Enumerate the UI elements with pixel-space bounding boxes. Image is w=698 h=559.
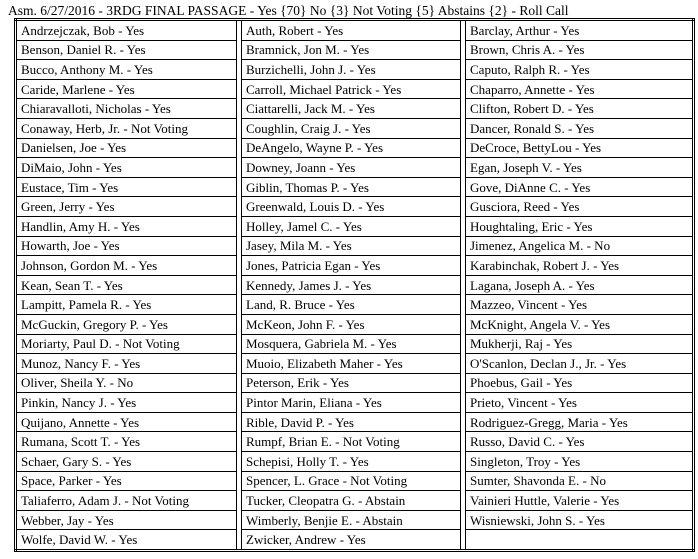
table-row xyxy=(16,236,694,256)
member-vote-cell: Tucker, Cleopatra G. - Abstain xyxy=(242,491,461,511)
member-vote-cell: Egan, Joseph V. - Yes xyxy=(466,158,694,178)
member-vote-cell: McGuckin, Gregory P. - Yes xyxy=(16,314,237,334)
member-vote-cell: Oliver, Sheila Y. - No xyxy=(16,373,237,393)
roll-call-title: Roll Call xyxy=(519,3,569,18)
no-count: No {3} xyxy=(309,3,350,18)
member-vote-cell: Mukherji, Raj - Yes xyxy=(466,334,694,354)
member-vote-cell: Quijano, Annette - Yes xyxy=(16,412,237,432)
member-vote-cell: Clifton, Robert D. - Yes xyxy=(466,99,694,119)
roll-call-header xyxy=(8,3,569,19)
member-vote-cell: Carroll, Michael Patrick - Yes xyxy=(242,79,461,99)
abstains-count: Abstains {2} xyxy=(437,3,509,18)
member-vote-cell: Burzichelli, John J. - Yes xyxy=(242,60,461,80)
member-vote-cell: Caputo, Ralph R. - Yes xyxy=(466,60,694,80)
member-vote-cell: Prieto, Vincent - Yes xyxy=(466,393,694,413)
table-row xyxy=(16,412,694,432)
member-vote-cell: Gove, DiAnne C. - Yes xyxy=(466,177,694,197)
member-vote-cell: Muoio, Elizabeth Maher - Yes xyxy=(242,354,461,374)
member-vote-cell: Auth, Robert - Yes xyxy=(242,20,461,41)
member-vote-cell: Jimenez, Angelica M. - No xyxy=(466,236,694,256)
member-vote-cell: Wisniewski, John S. - Yes xyxy=(466,510,694,530)
member-vote-cell: Andrzejczak, Bob - Yes xyxy=(16,20,237,41)
member-vote-cell: Eustace, Tim - Yes xyxy=(16,177,237,197)
member-vote-cell: Greenwald, Louis D. - Yes xyxy=(242,197,461,217)
member-vote-cell: Moriarty, Paul D. - Not Voting xyxy=(16,334,237,354)
member-vote-cell: Karabinchak, Robert J. - Yes xyxy=(466,256,694,276)
member-vote-cell xyxy=(466,530,694,551)
member-vote-cell: Vainieri Huttle, Valerie - Yes xyxy=(466,491,694,511)
table-row xyxy=(16,314,694,334)
table-row xyxy=(16,177,694,197)
table-row xyxy=(16,471,694,491)
member-vote-cell: Schaer, Gary S. - Yes xyxy=(16,452,237,472)
member-vote-cell: Johnson, Gordon M. - Yes xyxy=(16,256,237,276)
member-vote-cell: Jones, Patricia Egan - Yes xyxy=(242,256,461,276)
table-row xyxy=(16,60,694,80)
member-vote-cell: Brown, Chris A. - Yes xyxy=(466,40,694,60)
roll-call-body xyxy=(16,20,694,551)
member-vote-cell: Coughlin, Craig J. - Yes xyxy=(242,118,461,138)
member-vote-cell: Sumter, Shavonda E. - No xyxy=(466,471,694,491)
table-row xyxy=(16,20,694,41)
separator: - xyxy=(511,3,516,18)
member-vote-cell: DiMaio, John - Yes xyxy=(16,158,237,178)
table-row xyxy=(16,373,694,393)
member-vote-cell: DeAngelo, Wayne P. - Yes xyxy=(242,138,461,158)
house-label: Asm. xyxy=(8,3,37,18)
table-row xyxy=(16,79,694,99)
table-row xyxy=(16,491,694,511)
member-vote-cell: Howarth, Joe - Yes xyxy=(16,236,237,256)
member-vote-cell: Taliaferro, Adam J. - Not Voting xyxy=(16,491,237,511)
table-row xyxy=(16,118,694,138)
member-vote-cell: Lampitt, Pamela R. - Yes xyxy=(16,295,237,315)
member-vote-cell: Chaparro, Annette - Yes xyxy=(466,79,694,99)
member-vote-cell: McKnight, Angela V. - Yes xyxy=(466,314,694,334)
table-row xyxy=(16,138,694,158)
member-vote-cell: Handlin, Amy H. - Yes xyxy=(16,216,237,236)
member-vote-cell: Houghtaling, Eric - Yes xyxy=(466,216,694,236)
member-vote-cell: Holley, Jamel C. - Yes xyxy=(242,216,461,236)
member-vote-cell: Bramnick, Jon M. - Yes xyxy=(242,40,461,60)
member-vote-cell: Benson, Daniel R. - Yes xyxy=(16,40,237,60)
member-vote-cell: Rible, David P. - Yes xyxy=(242,412,461,432)
member-vote-cell: Rumpf, Brian E. - Not Voting xyxy=(242,432,461,452)
member-vote-cell: Giblin, Thomas P. - Yes xyxy=(242,177,461,197)
member-vote-cell: Kennedy, James J. - Yes xyxy=(242,275,461,295)
member-vote-cell: Danielsen, Joe - Yes xyxy=(16,138,237,158)
table-row xyxy=(16,530,694,551)
member-vote-cell: Munoz, Nancy F. - Yes xyxy=(16,354,237,374)
member-vote-cell: Barclay, Arthur - Yes xyxy=(466,20,694,41)
member-vote-cell: Webber, Jay - Yes xyxy=(16,510,237,530)
member-vote-cell: Bucco, Anthony M. - Yes xyxy=(16,60,237,80)
member-vote-cell: Wimberly, Benjie E. - Abstain xyxy=(242,510,461,530)
table-row xyxy=(16,197,694,217)
vote-action: 3RDG FINAL PASSAGE xyxy=(106,3,247,18)
table-row xyxy=(16,216,694,236)
member-vote-cell: DeCroce, BettyLou - Yes xyxy=(466,138,694,158)
member-vote-cell: Zwicker, Andrew - Yes xyxy=(242,530,461,551)
table-row xyxy=(16,452,694,472)
table-row xyxy=(16,354,694,374)
member-vote-cell: Chiaravalloti, Nicholas - Yes xyxy=(16,99,237,119)
yes-count: Yes {70} xyxy=(257,3,307,18)
table-row xyxy=(16,158,694,178)
member-vote-cell: McKeon, John F. - Yes xyxy=(242,314,461,334)
member-vote-cell: Singleton, Troy - Yes xyxy=(466,452,694,472)
table-row xyxy=(16,40,694,60)
member-vote-cell: Mosquera, Gabriela M. - Yes xyxy=(242,334,461,354)
member-vote-cell: Caride, Marlene - Yes xyxy=(16,79,237,99)
roll-call-table xyxy=(14,18,695,552)
member-vote-cell: Spencer, L. Grace - Not Voting xyxy=(242,471,461,491)
member-vote-cell: Gusciora, Reed - Yes xyxy=(466,197,694,217)
member-vote-cell: Mazzeo, Vincent - Yes xyxy=(466,295,694,315)
member-vote-cell: Wolfe, David W. - Yes xyxy=(16,530,237,551)
table-row xyxy=(16,295,694,315)
member-vote-cell: Dancer, Ronald S. - Yes xyxy=(466,118,694,138)
separator: - xyxy=(98,3,103,18)
member-vote-cell: O'Scanlon, Declan J., Jr. - Yes xyxy=(466,354,694,374)
member-vote-cell: Rumana, Scott T. - Yes xyxy=(16,432,237,452)
member-vote-cell: Peterson, Erik - Yes xyxy=(242,373,461,393)
member-vote-cell: Conaway, Herb, Jr. - Not Voting xyxy=(16,118,237,138)
member-vote-cell: Lagana, Joseph A. - Yes xyxy=(466,275,694,295)
table-row xyxy=(16,393,694,413)
member-vote-cell: Schepisi, Holly T. - Yes xyxy=(242,452,461,472)
member-vote-cell: Pinkin, Nancy J. - Yes xyxy=(16,393,237,413)
member-vote-cell: Jasey, Mila M. - Yes xyxy=(242,236,461,256)
table-row xyxy=(16,510,694,530)
table-row xyxy=(16,334,694,354)
separator: - xyxy=(249,3,255,18)
member-vote-cell: Pintor Marin, Eliana - Yes xyxy=(242,393,461,413)
member-vote-cell: Downey, Joann - Yes xyxy=(242,158,461,178)
member-vote-cell: Kean, Sean T. - Yes xyxy=(16,275,237,295)
member-vote-cell: Green, Jerry - Yes xyxy=(16,197,237,217)
member-vote-cell: Land, R. Bruce - Yes xyxy=(242,295,461,315)
member-vote-cell: Space, Parker - Yes xyxy=(16,471,237,491)
vote-date: 6/27/2016 xyxy=(40,3,96,18)
table-row xyxy=(16,99,694,119)
member-vote-cell: Ciattarelli, Jack M. - Yes xyxy=(242,99,461,119)
table-row xyxy=(16,275,694,295)
table-row xyxy=(16,432,694,452)
member-vote-cell: Russo, David C. - Yes xyxy=(466,432,694,452)
not-voting-count: Not Voting {5} xyxy=(352,3,436,18)
member-vote-cell: Rodriguez-Gregg, Maria - Yes xyxy=(466,412,694,432)
table-row xyxy=(16,256,694,276)
member-vote-cell: Phoebus, Gail - Yes xyxy=(466,373,694,393)
